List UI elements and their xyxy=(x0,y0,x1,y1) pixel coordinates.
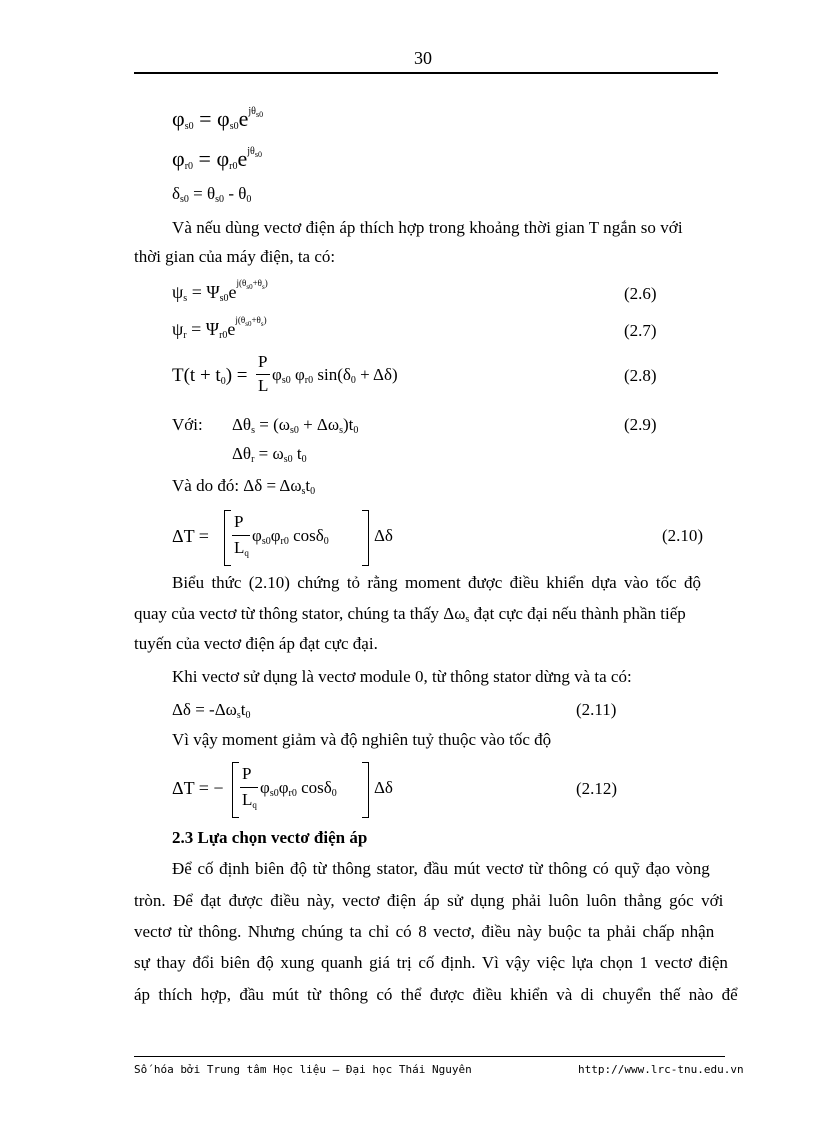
equation-delta-s0: $\delta_{s0} = \theta_{s0} - \theta_0$ xyxy=(172,184,252,205)
equation-2-11: $\Delta\delta = -\Delta\omega_st_0$ xyxy=(172,700,251,721)
equation-number: (2.9) xyxy=(624,415,657,434)
equation-2-10: ΔT = P $L_q$ $\varphi_{s0}\varphi_{r0}$ cosδ$_0$ Δδ xyxy=(172,510,432,568)
equation-2-8: $T(t + t_0)$ = P L $\varphi_{s0}$ $\varphi_{r0}$ $\sin(\delta_0 + \Delta\delta)$ xyxy=(172,352,398,395)
equation-2-9-label: Với: xyxy=(172,415,203,434)
footer-left-text: Số hóa bởi Trung tâm Học liệu – Đại học Thái Nguyên xyxy=(134,1063,472,1076)
paragraph-text: Để cố định biên độ từ thông stator, đầu mút vectơ từ thông có quỹ đạo vòng xyxy=(172,859,710,878)
header-rule xyxy=(134,72,718,74)
equation-2-6: $\psi_s = \Psi_{s0}e^{j(\theta s0+\theta s)}$ xyxy=(172,278,268,304)
equation-phi-s0: $\varphi_{s0} = \varphi_{s0}e^{j\theta s0}$ xyxy=(172,106,264,132)
equation-number: (2.12) xyxy=(576,779,618,798)
paragraph-text: Và do đó: $\Delta\delta = \Delta\omega_st_0$ xyxy=(172,476,316,497)
paragraph-text: tuyến của vectơ điện áp đạt cực đại. xyxy=(134,634,378,653)
paragraph-text: áp thích hợp, đầu mút từ thông có thể được điều khiển và di chuyển thế nào để xyxy=(134,985,738,1004)
equation-number: (2.7) xyxy=(624,321,657,340)
footer-link[interactable]: http://www.lrc-tnu.edu.vn xyxy=(578,1063,744,1076)
paragraph-text: thời gian của máy điện, ta có: xyxy=(134,247,336,266)
equation-number: (2.6) xyxy=(624,284,657,303)
paragraph-text: Vì vậy moment giảm và độ nghiên tuỷ thuộc vào tốc độ xyxy=(172,730,552,749)
paragraph-text: Biểu thức (2.10) chứng tỏ rằng moment được điều khiển dựa vào tốc độ xyxy=(172,573,701,592)
equation-2-12: ΔT = − P $L_q$ $\varphi_{s0}\varphi_{r0}$ cosδ$_0$ Δδ xyxy=(172,762,432,820)
equation-number: (2.11) xyxy=(576,700,617,719)
equation-number: (2.8) xyxy=(624,366,657,385)
equation-2-7: $\psi_r = \Psi_{r0}e^{j(\theta s0+\theta s)}$ xyxy=(172,315,267,341)
paragraph-text: Và nếu dùng vectơ điện áp thích hợp trong khoảng thời gian T ngắn so với xyxy=(172,218,683,237)
equation-2-9: $\Delta\theta_s = (\omega_{s0} + \Delta\omega_s)t_0$ xyxy=(232,415,359,436)
paragraph-text: vectơ từ thông. Nhưng chúng ta chỉ có 8 vectơ, điều này buộc ta phải chấp nhận xyxy=(134,922,715,941)
paragraph-text: sự thay đổi biên độ xung quanh giá trị cố định. Vì vậy việc lựa chọn 1 vectơ điện xyxy=(134,953,728,972)
equation-number: (2.10) xyxy=(662,526,704,545)
paragraph-text: Khi vectơ sử dụng là vectơ module 0, từ thông stator dừng và ta có: xyxy=(172,667,632,686)
footer-rule xyxy=(134,1056,725,1057)
equation-phi-r0: $\varphi_{r0} = \varphi_{r0}e^{j\theta s0}$ xyxy=(172,146,262,172)
section-title: 2.3 Lựa chọn vectơ điện áp xyxy=(172,828,368,847)
page-number: 30 xyxy=(414,48,432,68)
paragraph-text: tròn. Để đạt được điều này, vectơ điện áp sử dụng phải luôn luôn thẳng góc với xyxy=(134,891,724,910)
equation-2-9b: $\Delta\theta_r = \omega_{s0}$ $t_0$ xyxy=(232,444,307,465)
paragraph-text: quay của vectơ từ thông stator, chúng ta thấy $\Delta\omega_s$ đạt cực đại nếu thành phần tiếp xyxy=(134,604,686,625)
